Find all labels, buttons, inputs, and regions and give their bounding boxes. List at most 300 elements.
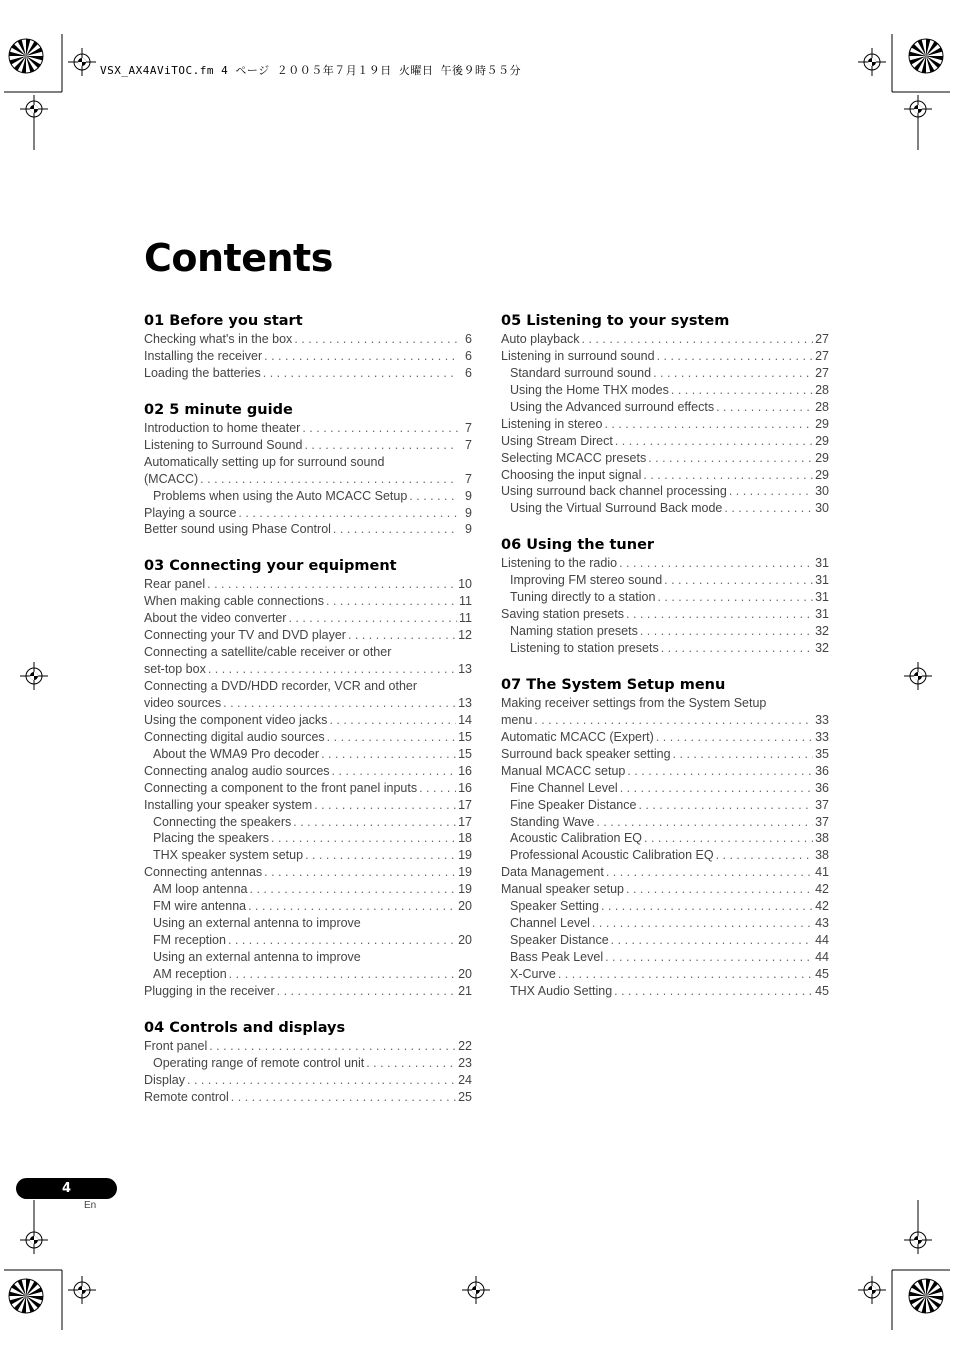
entry-page-number: 9 <box>465 488 472 503</box>
entry-page-number: 28 <box>815 382 829 397</box>
toc-subentry[interactable] <box>501 847 829 864</box>
entry-page-number: 13 <box>458 695 472 710</box>
registration-cross-icon <box>462 1276 490 1304</box>
entry-title: FM reception <box>153 933 226 948</box>
entry-title: X-Curve <box>510 966 556 981</box>
entry-page-number: 19 <box>458 882 472 897</box>
toc-subentry[interactable] <box>144 966 472 983</box>
dot-leader <box>419 780 456 797</box>
dot-leader <box>302 420 458 437</box>
entry-title: Manual speaker setup <box>501 882 624 897</box>
toc-subentry[interactable] <box>501 915 829 932</box>
dot-leader <box>661 640 813 657</box>
entry-title: Fine Channel Level <box>510 780 618 795</box>
toc-entry[interactable] <box>144 437 472 454</box>
toc-entry-lead[interactable]: Using an external antenna to improve <box>153 916 361 931</box>
entry-title: Channel Level <box>510 916 590 931</box>
entry-title: Listening to the radio <box>501 556 618 571</box>
dot-leader <box>333 521 458 538</box>
registration-cross-icon <box>20 662 48 690</box>
entry-title: AM reception <box>153 966 227 981</box>
dot-leader <box>248 898 456 915</box>
dot-leader <box>653 365 813 382</box>
entry-title: video sources <box>144 695 222 710</box>
page-language: En <box>84 1200 97 1211</box>
dot-leader <box>615 433 813 450</box>
entry-page-number: 37 <box>815 797 829 812</box>
entry-page-number: 27 <box>815 365 829 380</box>
entry-page-number: 10 <box>458 577 472 592</box>
entry-title: About the video converter <box>144 611 287 626</box>
toc-entry[interactable] <box>144 627 472 644</box>
dot-leader <box>606 864 813 881</box>
entry-page-number: 11 <box>459 611 472 626</box>
toc-subentry[interactable] <box>144 830 472 847</box>
entry-title: Improving FM stereo sound <box>510 573 663 588</box>
entry-title: Saving station presets <box>501 607 624 622</box>
entry-title: AM loop antenna <box>153 882 248 897</box>
entry-title: Tuning directly to a station <box>510 590 656 605</box>
toc-section <box>144 401 472 539</box>
entry-page-number: 24 <box>458 1072 472 1087</box>
dot-leader <box>326 593 457 610</box>
toc-subentry[interactable] <box>501 983 829 1000</box>
toc-entry[interactable] <box>144 1072 472 1089</box>
entry-page-number: 9 <box>465 522 472 537</box>
entry-page-number: 36 <box>815 763 829 778</box>
dot-leader <box>620 780 813 797</box>
dot-leader <box>208 661 456 678</box>
dot-leader <box>348 627 456 644</box>
entry-page-number: 20 <box>458 933 472 948</box>
toc-entry[interactable] <box>501 467 829 484</box>
dot-leader <box>263 365 458 382</box>
dot-leader <box>229 966 456 983</box>
dot-leader <box>664 572 813 589</box>
toc-entry[interactable] <box>144 521 472 538</box>
entry-title: Acoustic Calibration EQ <box>510 831 643 846</box>
registration-cross-icon <box>904 662 932 690</box>
toc-entry[interactable] <box>501 763 829 780</box>
entry-title: Operating range of remote control unit <box>153 1055 365 1070</box>
dot-leader <box>673 746 814 763</box>
dot-leader <box>640 623 813 640</box>
entry-title: Introduction to home theater <box>144 420 301 435</box>
entry-title: Professional Acoustic Calibration EQ <box>510 848 714 863</box>
registration-cross-icon <box>904 1226 932 1254</box>
dot-leader <box>648 450 813 467</box>
dot-leader <box>288 610 457 627</box>
dot-leader <box>596 814 813 831</box>
entry-page-number: 16 <box>458 780 472 795</box>
entry-page-number: 42 <box>815 899 829 914</box>
entry-title: Display <box>144 1072 185 1087</box>
entry-page-number: 6 <box>465 365 472 380</box>
toc-subentry[interactable] <box>501 830 829 847</box>
entry-page-number: 22 <box>458 1038 472 1053</box>
entry-page-number: 27 <box>815 332 829 346</box>
entry-page-number: 21 <box>458 983 472 998</box>
entry-page-number: 45 <box>815 966 829 981</box>
toc-subentry[interactable] <box>501 780 829 797</box>
entry-page-number: 25 <box>458 1089 472 1104</box>
toc-entry[interactable] <box>501 483 829 500</box>
registration-star-icon <box>909 1279 943 1313</box>
entry-title: THX Audio Setting <box>510 983 613 998</box>
dot-leader <box>619 555 813 572</box>
dot-leader <box>638 797 813 814</box>
entry-page-number: 15 <box>458 729 472 744</box>
entry-title: Fine Speaker Distance <box>510 797 637 812</box>
entry-title: Connecting digital audio sources <box>144 729 325 744</box>
dot-leader <box>644 830 813 847</box>
entry-title: FM wire antenna <box>153 899 247 914</box>
entry-page-number: 23 <box>458 1055 472 1070</box>
entry-title: Choosing the input signal <box>501 467 642 482</box>
toc-subentry[interactable] <box>501 814 829 831</box>
registration-cross-icon <box>904 95 932 123</box>
toc-entry[interactable] <box>144 763 472 780</box>
entry-page-number: 32 <box>815 641 829 655</box>
entry-title: Plugging in the receiver <box>144 983 275 998</box>
entry-page-number: 19 <box>458 848 472 863</box>
entry-title: Speaker Distance <box>510 933 609 948</box>
entry-title: Placing the speakers <box>153 831 270 846</box>
dot-leader <box>724 500 813 517</box>
toc-entry[interactable] <box>144 729 472 746</box>
entry-title: Connecting analog audio sources <box>144 763 330 778</box>
dot-leader <box>264 864 456 881</box>
entry-page-number: 30 <box>815 484 829 499</box>
entry-title: Naming station presets <box>510 624 638 639</box>
toc-entry[interactable] <box>501 881 829 898</box>
entry-title: Selecting MCACC presets <box>501 450 647 465</box>
registration-cross-icon <box>858 1276 886 1304</box>
entry-title: Surround back speaker setting <box>501 746 671 761</box>
entry-page-number: 7 <box>465 420 472 435</box>
toc-subentry[interactable] <box>144 881 472 898</box>
dot-leader <box>294 331 458 348</box>
entry-page-number: 29 <box>815 433 829 448</box>
entry-page-number: 41 <box>815 865 829 880</box>
toc-subentry[interactable] <box>144 847 472 864</box>
toc-entry[interactable] <box>144 864 472 881</box>
entry-page-number: 42 <box>815 882 829 897</box>
entry-page-number: 19 <box>458 865 472 880</box>
entry-title: Using the Virtual Surround Back mode <box>510 501 723 516</box>
dot-leader <box>250 881 457 898</box>
toc-subentry[interactable] <box>144 746 472 763</box>
entry-page-number: 20 <box>458 899 472 914</box>
dot-leader <box>314 797 456 814</box>
section-title: 01 Before you start <box>144 313 303 329</box>
entry-page-number: 31 <box>815 573 829 588</box>
registration-cross-icon <box>68 48 96 76</box>
entry-title: Listening in surround sound <box>501 348 655 363</box>
toc-subentry[interactable] <box>501 949 829 966</box>
file-header: VSX_AX4AViTOC.fm 4 ページ ２００５年７月１９日 火曜日 午後９時５５分 <box>100 64 521 77</box>
toc-subentry[interactable] <box>501 640 829 657</box>
entry-page-number: 9 <box>465 505 472 520</box>
entry-page-number: 7 <box>465 437 472 452</box>
entry-page-number: 45 <box>815 983 829 998</box>
dot-leader <box>627 763 813 780</box>
entry-title: Listening to Surround Sound <box>144 437 303 452</box>
entry-title: Standard surround sound <box>510 365 652 380</box>
entry-page-number: 33 <box>815 729 829 744</box>
section-title: 07 The System Setup menu <box>501 676 726 693</box>
entry-page-number: 27 <box>815 348 829 363</box>
toc-entry[interactable] <box>501 864 829 881</box>
toc-entry[interactable] <box>501 555 829 572</box>
entry-page-number: 32 <box>815 624 829 639</box>
entry-title: Connecting a component to the front panel inputs <box>144 780 418 795</box>
entry-title: Data Management <box>501 865 604 880</box>
toc-column-right <box>501 312 829 1019</box>
toc-entry[interactable] <box>501 746 829 763</box>
entry-page-number: 15 <box>458 746 472 761</box>
dot-leader <box>657 348 814 365</box>
dot-leader <box>716 847 814 864</box>
toc-entry[interactable] <box>144 331 472 348</box>
toc-entry[interactable] <box>501 416 829 433</box>
toc-entry[interactable] <box>144 712 472 729</box>
dot-leader <box>304 437 458 454</box>
dot-leader <box>271 830 456 847</box>
entry-title: Auto playback <box>501 332 580 346</box>
dot-leader <box>277 983 456 1000</box>
dot-leader <box>187 1072 456 1089</box>
entry-title: Speaker Setting <box>510 899 599 914</box>
toc-entry[interactable] <box>501 606 829 623</box>
toc-entry[interactable] <box>144 610 472 627</box>
toc-entry[interactable] <box>144 1038 472 1055</box>
entry-page-number: 18 <box>458 831 472 846</box>
toc-section <box>144 312 472 382</box>
toc-subentry[interactable] <box>501 399 829 416</box>
dot-leader <box>238 505 458 522</box>
toc-entry[interactable] <box>144 348 472 365</box>
entry-page-number: 31 <box>815 556 829 571</box>
toc-entry[interactable] <box>501 729 829 746</box>
toc-subentry[interactable] <box>501 797 829 814</box>
entry-page-number: 13 <box>458 662 472 677</box>
dot-leader <box>231 1089 456 1106</box>
toc-entry[interactable] <box>501 348 829 365</box>
dot-leader <box>626 606 813 623</box>
toc-entry[interactable] <box>144 780 472 797</box>
toc-entry[interactable] <box>501 433 829 450</box>
registration-star-icon <box>9 1279 43 1313</box>
dot-leader <box>558 966 813 983</box>
entry-title: Installing your speaker system <box>144 797 313 812</box>
entry-page-number: 44 <box>815 933 829 948</box>
toc-entry[interactable] <box>501 331 829 348</box>
entry-title: Front panel <box>144 1038 208 1053</box>
entry-title: Listening in stereo <box>501 416 603 431</box>
toc-entry[interactable] <box>144 420 472 437</box>
toc-entry[interactable] <box>144 797 472 814</box>
dot-leader <box>716 399 813 416</box>
entry-page-number: 7 <box>465 471 472 486</box>
entry-page-number: 29 <box>815 467 829 482</box>
toc-entry-lead[interactable]: Making receiver settings from the System Setup <box>501 695 767 710</box>
registration-cross-icon <box>858 48 886 76</box>
entry-page-number: 29 <box>815 416 829 431</box>
entry-page-number: 17 <box>458 797 472 812</box>
entry-title: THX speaker system setup <box>153 848 304 863</box>
toc-entry[interactable] <box>144 661 472 678</box>
toc-entry[interactable] <box>144 505 472 522</box>
dot-leader <box>605 949 813 966</box>
entry-page-number: 29 <box>815 450 829 465</box>
entry-page-number: 36 <box>815 780 829 795</box>
dot-leader <box>366 1055 456 1072</box>
toc-subentry[interactable] <box>501 623 829 640</box>
toc-entry[interactable] <box>144 365 472 382</box>
dot-leader <box>614 983 813 1000</box>
toc-entry-lead[interactable]: Connecting a satellite/cable receiver or other <box>144 645 392 660</box>
registration-star-icon <box>9 39 43 73</box>
entry-page-number: 17 <box>458 814 472 829</box>
toc-entry-lead[interactable]: Connecting a DVD/HDD recorder, VCR and other <box>144 679 418 693</box>
toc-subentry[interactable] <box>144 932 472 949</box>
dot-leader <box>729 483 813 500</box>
entry-title: set-top box <box>144 662 206 677</box>
page-number: 4 <box>16 1178 117 1199</box>
entry-page-number: 6 <box>465 348 472 363</box>
dot-leader <box>305 847 456 864</box>
toc-entry[interactable] <box>144 1089 472 1106</box>
entry-title: Connecting the speakers <box>153 814 292 829</box>
dot-leader <box>592 915 813 932</box>
entry-title: Remote control <box>144 1089 229 1104</box>
entry-page-number: 31 <box>815 607 829 622</box>
dot-leader <box>611 932 813 949</box>
toc-subentry[interactable] <box>501 932 829 949</box>
entry-title: Standing Wave <box>510 814 595 829</box>
dot-leader <box>327 729 456 746</box>
dot-leader <box>534 712 813 729</box>
entry-page-number: 30 <box>815 501 829 516</box>
dot-leader <box>321 746 456 763</box>
section-title: 04 Controls and displays <box>144 1019 346 1036</box>
section-title: 06 Using the tuner <box>501 537 655 554</box>
page-title: Contents <box>144 236 333 280</box>
dot-leader <box>409 488 458 505</box>
dot-leader <box>293 814 456 831</box>
entry-title: Using the component video jacks <box>144 712 328 727</box>
entry-page-number: 6 <box>465 332 472 346</box>
section-title: 02 5 minute guide <box>144 401 293 418</box>
toc-subentry[interactable] <box>501 365 829 382</box>
toc-entry-lead[interactable]: Automatically setting up for surround sound <box>144 454 385 469</box>
entry-title: Loading the batteries <box>144 365 261 380</box>
toc-section <box>501 536 829 657</box>
toc-subentry[interactable] <box>501 572 829 589</box>
dot-leader <box>582 331 814 348</box>
entry-title: When making cable connections <box>144 594 324 609</box>
toc-column-left <box>144 312 472 1125</box>
toc-subentry[interactable] <box>144 898 472 915</box>
entry-title: Automatic MCACC (Expert) <box>501 729 654 744</box>
dot-leader <box>228 932 456 949</box>
dot-leader <box>207 576 456 593</box>
toc-section <box>501 312 829 517</box>
dot-leader <box>223 695 456 712</box>
toc-subentry[interactable] <box>501 898 829 915</box>
toc-entry[interactable] <box>144 576 472 593</box>
section-title: 03 Connecting your equipment <box>144 558 397 575</box>
dot-leader <box>671 382 813 399</box>
entry-title: Better sound using Phase Control <box>144 522 331 537</box>
entry-page-number: 16 <box>458 763 472 778</box>
entry-page-number: 20 <box>458 966 472 981</box>
entry-title: Bass Peak Level <box>510 950 604 964</box>
entry-page-number: 43 <box>815 916 829 931</box>
entry-title: Using surround back channel processing <box>501 484 727 499</box>
toc-subentry[interactable] <box>501 966 829 983</box>
dot-leader <box>656 729 813 746</box>
entry-title: Using the Home THX modes <box>510 382 669 397</box>
registration-cross-icon <box>68 1276 96 1304</box>
toc-subentry[interactable] <box>144 814 472 831</box>
entry-title: Listening to station presets <box>510 641 659 655</box>
toc-entry[interactable] <box>501 450 829 467</box>
toc-entry[interactable] <box>144 593 472 610</box>
entry-page-number: 12 <box>458 628 472 643</box>
entry-title: Connecting your TV and DVD player <box>144 628 346 643</box>
entry-title: About the WMA9 Pro decoder <box>153 746 320 761</box>
section-title: 05 Listening to your system <box>501 313 730 329</box>
toc-section <box>501 676 829 1000</box>
dot-leader <box>601 898 813 915</box>
entry-title: Installing the receiver <box>144 348 263 363</box>
toc-subentry[interactable] <box>501 382 829 399</box>
dot-leader <box>657 589 813 606</box>
dot-leader <box>332 763 457 780</box>
toc-subentry[interactable] <box>144 488 472 505</box>
entry-page-number: 35 <box>815 746 829 761</box>
dot-leader <box>264 348 458 365</box>
registration-star-icon <box>909 39 943 73</box>
entry-title: Playing a source <box>144 505 237 520</box>
entry-page-number: 44 <box>815 950 829 964</box>
toc-entry[interactable] <box>144 695 472 712</box>
dot-leader <box>200 471 458 488</box>
entry-page-number: 28 <box>815 399 829 414</box>
registration-cross-icon <box>20 1226 48 1254</box>
dot-leader <box>209 1038 456 1055</box>
entry-page-number: 38 <box>815 848 829 863</box>
toc-subentry[interactable] <box>501 589 829 606</box>
toc-entry[interactable] <box>501 712 829 729</box>
dot-leader <box>626 881 813 898</box>
toc-subentry[interactable] <box>501 500 829 517</box>
dot-leader <box>643 467 813 484</box>
toc-entry[interactable] <box>144 471 472 488</box>
registration-cross-icon <box>20 95 48 123</box>
entry-title: menu <box>501 712 533 727</box>
toc-subentry[interactable] <box>144 1055 472 1072</box>
entry-page-number: 37 <box>815 814 829 829</box>
toc-entry[interactable] <box>144 983 472 1000</box>
entry-title: Checking what's in the box <box>144 332 293 346</box>
entry-title: Connecting antennas <box>144 865 263 880</box>
toc-entry-lead[interactable]: Using an external antenna to improve <box>153 950 361 964</box>
toc-section <box>144 1019 472 1106</box>
entry-page-number: 33 <box>815 712 829 727</box>
